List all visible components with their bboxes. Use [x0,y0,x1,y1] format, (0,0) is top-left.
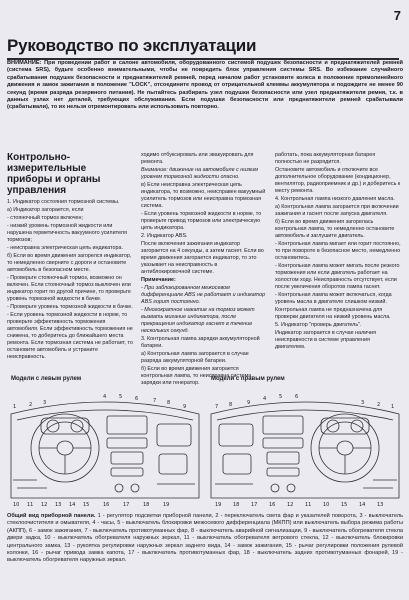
col1-paragraph: - неисправна электрическая цепь индикатора. [7,245,123,251]
col3-paragraph: - Контрольная лампа может мигать после резкого торможения или если двигатель работает на холостом ходу. Неисправность отсутствует, если после увеличения оборотов лампа гаснет. [275,263,400,290]
diagram-right-label: Модели с правым рулем [211,376,285,382]
caption-text: 1 - регулятор подсветки приборной панели, 2 - переключатель света фар и указателей поворота, 3 - выключатель стеклоочистителя и омывателя, 4 - часы, 5 - выключатель блокировки межосевого дифференциала (МКПП) или выключатель выбора режима работы (АКПП), 6 - замок зажигания, 7 - выключатель противотуманных фар, 8 - выключатель аварийной сигнализации, 9 - выключатель обогревателя стекла двери задка, 10 - выключатель обогревателя наружных зеркал, 11 - выключатель обогревателя ветрового стекла, 12 - выключатель блокировки центрального замка, 13 - рукоятка регулировки наружных зеркал заднего вида, 14 - замок зажигания, 15 - рычаг регулировки положения рулевой колонки, 16 - рычаг привода замка капота, 17 - выключатель противотуманных фар, 18 - выключатель задних противотуманных фонарей, 19 - выключатель обогревателя наружных зеркал. [7,513,404,564]
svg-text:7: 7 [153,398,157,404]
warning-text: При проведении работ в салоне автомобиля, оборудованного системой подушек безопасности и преднатяжителей ремней (система SRS), будьте особенно внимательными, чтобы не повредить блок управления системы SRS. Во избежание случайного срабатывания подушек безопасности и преднатяжителей ремней, перед началом работ установите колеса в положение прямолинейного движения и замок зажигания в положение "LOCK", отсоедините провод от отрицательной клеммы аккумулятора и подождите не менее 90 секунд (время разряда резервного питания). Не пытайтесь разбирать узел подушки безопасности или узел преднатяжителя ремня, т.к. в данных узлах нет деталей, требующих обслуживания. Если подушки безопасности или преднатяжители ремней срабатывали (срабатывали), то их нельзя отремонтировать или использовать повторно. [7,60,403,111]
svg-text:17: 17 [251,502,258,508]
col3-paragraph: работать, пока аккумуляторная батарея полностью не разрядится. [275,152,376,165]
col2-paragraph: Примечание: [141,277,176,283]
column-1-body [7,199,133,361]
col1-paragraph: - Проверьте уровень тормозной жидкости в бачке. [7,304,133,310]
warning-label: ВНИМАНИЕ: [7,60,42,66]
col2-paragraph: 3. Контрольная лампа зарядки аккумуляторной батареи. [141,336,260,349]
svg-text:16: 16 [269,502,276,508]
page-number: 7 [393,8,401,23]
col3-paragraph: 5. Индикатор "проверь двигатель". [275,322,362,328]
svg-text:8: 8 [167,400,171,406]
col3-paragraph: а) Контрольная лампа загорается при включении зажигания и гаснет после запуска двигателя. [275,204,399,217]
svg-text:13: 13 [377,502,384,508]
column-3-body [275,152,401,351]
warning-block [7,60,403,112]
caption-label: Общий вид приборной панели. [7,513,96,519]
col1-paragraph: б) Если во время движения загорелся индикатор, то немедленно сверните с дороги и остановите автомобиль в безопасном месте. [7,253,132,273]
diagram-left-label: Модели с левым рулем [11,376,82,382]
svg-text:19: 19 [215,502,222,508]
svg-text:13: 13 [55,502,62,508]
col1-paragraph: а) Индикатор загорается, если [7,207,84,213]
col1-paragraph: - стояночный тормоз включен; [7,215,83,221]
col2-paragraph: После включения зажигания индикатор загорается на 4 секунды, а затем гаснет. Если во время движения загорается индикатор, то это указывает на неисправность в антиблокировочной системе. [141,241,264,275]
svg-text:7: 7 [215,404,219,410]
svg-text:1: 1 [391,404,395,410]
svg-text:11: 11 [305,502,312,508]
diagram-left-hand-drive [7,376,203,510]
col3-paragraph: Остановите автомобиль и отключите все дополнительное оборудование (кондиционер, вентилятор, радиоприемник и др.) и доберитесь к месту ремонта. [275,167,401,194]
col2-paragraph: Внимание: движение на автомобиле с низким уровнем тормозной жидкости опасно. [141,167,258,180]
col3-paragraph: - Контрольная лампа может включаться, когда уровень масла в двигателе слишком низкий. [275,292,392,305]
dashboard-diagrams [7,376,403,510]
col1-paragraph: - Проверьте стояночный тормоз, возможно он включен. Если стояночный тормоз выключен или индикатор горит по другой причине, то проверьте уровень тормозной жидкости в бачке. [7,275,131,302]
section-title: Контрольно-измерительные приборы и органы управления [7,152,101,196]
column-1 [7,152,133,362]
svg-text:6: 6 [295,394,299,400]
svg-text:9: 9 [183,404,187,410]
page-title: Руководство по эксплуатации [7,36,399,60]
column-2-body [141,152,267,387]
col2-paragraph: в) Если неисправна электрическая цепь индикатора, то возможно, неисправен вакуумный усилитель тормозов или неисправна тормозная система. [141,182,266,209]
svg-text:14: 14 [359,502,366,508]
svg-text:5: 5 [119,394,123,400]
column-2 [141,152,267,388]
svg-text:8: 8 [229,402,233,408]
col3-paragraph: - Контрольная лампа мигает или горит постоянно, то при повороте в безопасное место, немедленно остановитесь. [275,241,401,261]
svg-text:3: 3 [43,400,47,406]
col2-paragraph: б) Если во время движения загорается контрольная лампа, то неисправна система зарядки или генератор. [141,366,252,386]
diagram-right-hand-drive [207,376,403,510]
svg-text:18: 18 [143,502,150,508]
col2-paragraph: - Многократное нажатие на тормоз может вызвать мигание индикатора, после прекращения индикатор гаснет в течение нескольких секунд. [141,307,255,334]
svg-text:2: 2 [377,402,381,408]
svg-text:17: 17 [123,502,130,508]
column-3 [275,152,401,352]
svg-text:12: 12 [41,502,48,508]
col1-paragraph: - Если уровень тормозной жидкости в норме, то проверьте эффективность торможения автомобиля. Если эффективность торможения не снижена, то доберитесь до ближайшего места ремонта. Если тормозная система не работает, то остановите автомобиль и устраните неисправность. [7,312,133,360]
svg-text:10: 10 [13,502,20,508]
svg-text:11: 11 [27,502,34,508]
svg-text:9: 9 [247,400,251,406]
col2-paragraph: - При заблокированном межосевом дифференциале ABS не работает и индикатор ABS горит постоянно. [141,285,266,305]
col2-paragraph: - Если уровень тормозной жидкости в норме, то проверьте привод тормозов или электрическую цепь индикатора. [141,211,262,231]
col3-paragraph: Контрольная лампа не предназначена для проверки двигателя на низкий уровень масла. [275,307,391,320]
col1-paragraph: 1. Индикатор состояния тормозной системы. [7,199,120,205]
svg-text:19: 19 [163,502,170,508]
col2-paragraph: 2. Индикатор ABS. [141,233,188,239]
svg-text:2: 2 [29,402,33,408]
svg-text:12: 12 [287,502,294,508]
col3-paragraph: 4. Контрольная лампа низкого давления масла. [275,196,395,202]
col1-paragraph: - низкий уровень тормозной жидкости или нарушена герметичность вакуумного усилителя тормозов; [7,223,127,243]
svg-text:18: 18 [233,502,240,508]
svg-text:5: 5 [279,394,283,400]
col2-paragraph: а) Контрольная лампа загорается в случае разряда аккумуляторной батареи. [141,351,249,364]
svg-text:16: 16 [103,502,110,508]
svg-text:1: 1 [13,404,17,410]
svg-text:14: 14 [69,502,76,508]
col3-paragraph: Индикатор загорается в случае наличия неисправности в системе управления двигателем. [275,330,376,350]
svg-text:15: 15 [341,502,348,508]
col3-paragraph: б) Если во время движения загорелась контрольная лампа, то немедленно остановите автомобиль и заглушите двигатель. [275,219,395,239]
dashboard-right-drawing [207,384,403,508]
svg-text:3: 3 [361,400,365,406]
dashboard-left-drawing [7,384,203,508]
svg-text:10: 10 [323,502,330,508]
svg-text:6: 6 [135,396,139,402]
col2-paragraph: ходимо отбуксировать или эвакуировать для ремонта. [141,152,254,165]
svg-text:4: 4 [103,394,107,400]
figure-caption [7,513,403,565]
svg-text:4: 4 [263,396,267,402]
svg-text:15: 15 [83,502,90,508]
